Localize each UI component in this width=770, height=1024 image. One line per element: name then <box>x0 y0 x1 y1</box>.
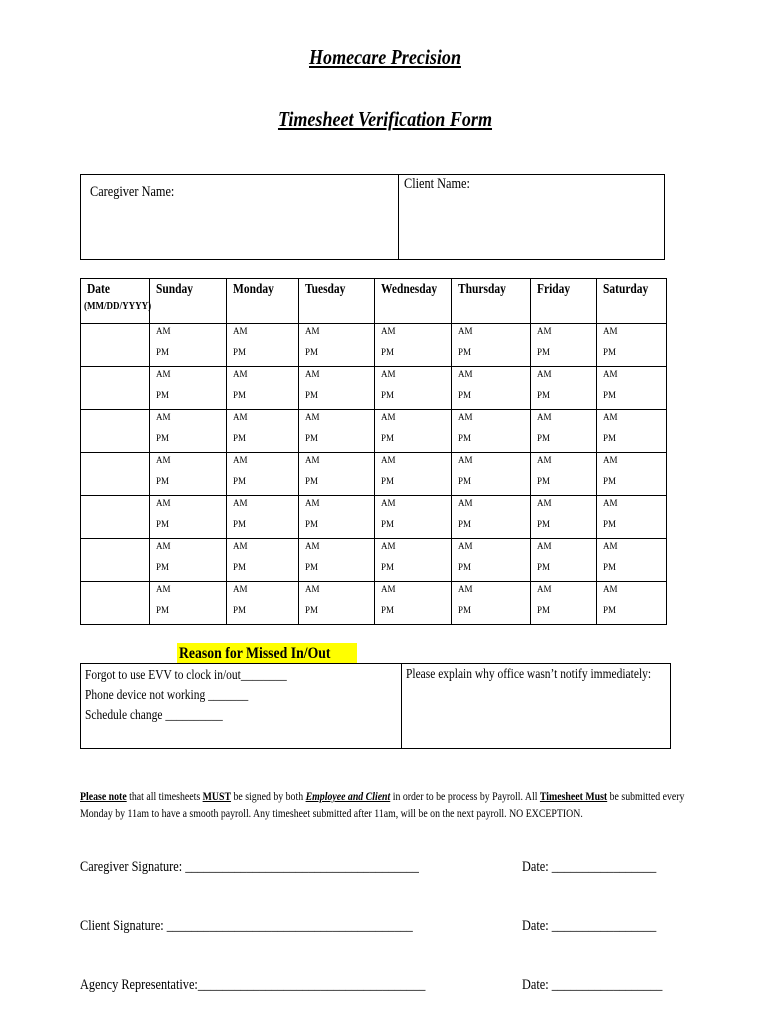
am-label: AM <box>156 584 171 594</box>
pm-label: PM <box>603 390 617 400</box>
pm-label: PM <box>381 390 395 400</box>
am-label: AM <box>156 455 171 465</box>
day-label: Saturday <box>603 282 649 297</box>
date-cell[interactable] <box>81 367 150 410</box>
note-text: be submitted every Monday by 11am to have a smooth payroll. Any timesheet submitted after 11am, will be on the next payroll. NO EXCEPTION. <box>80 791 685 820</box>
pm-label: PM <box>156 605 170 615</box>
pm-label: PM <box>381 433 395 443</box>
time-cell-saturday[interactable] <box>597 453 667 496</box>
day-header-friday <box>531 279 597 324</box>
pm-label: PM <box>233 519 247 529</box>
note-must: MUST <box>202 791 232 803</box>
pm-label: PM <box>381 347 395 357</box>
am-label: AM <box>305 326 320 336</box>
am-label: AM <box>381 326 396 336</box>
day-header-tuesday <box>299 279 375 324</box>
time-cell-thursday[interactable] <box>452 539 531 582</box>
reason-option-label: Schedule change __________ <box>85 708 223 723</box>
date-cell[interactable] <box>81 453 150 496</box>
pm-label: PM <box>156 347 170 357</box>
schedule-row <box>81 453 667 496</box>
day-label: Thursday <box>458 282 506 297</box>
am-label: AM <box>458 498 473 508</box>
pm-label: PM <box>381 519 395 529</box>
am-label: AM <box>156 498 171 508</box>
time-cell-saturday[interactable] <box>597 324 667 367</box>
am-label: AM <box>458 541 473 551</box>
date-cell[interactable] <box>81 539 150 582</box>
date-label: Date: _________________ <box>522 859 657 875</box>
am-label: AM <box>233 584 248 594</box>
time-cell-wednesday[interactable] <box>375 453 452 496</box>
am-label: AM <box>305 412 320 422</box>
caregiver-name-field[interactable] <box>90 184 193 201</box>
reason-title <box>177 643 357 664</box>
date-label: Date: _________________ <box>522 918 657 934</box>
pm-label: PM <box>305 476 319 486</box>
time-cell-tuesday[interactable] <box>299 453 375 496</box>
schedule-table <box>80 278 667 625</box>
time-cell-sunday[interactable] <box>150 582 227 625</box>
pm-label: PM <box>537 519 551 529</box>
time-cell-sunday[interactable] <box>150 453 227 496</box>
am-label: AM <box>233 369 248 379</box>
pm-label: PM <box>537 562 551 572</box>
pm-label: PM <box>537 476 551 486</box>
pm-label: PM <box>603 347 617 357</box>
note-text: in order to be process by Payroll. All <box>390 791 540 803</box>
day-label: Wednesday <box>381 282 438 297</box>
pm-label: PM <box>233 605 247 615</box>
note-text: that all timesheets <box>126 791 203 803</box>
schedule-row <box>81 367 667 410</box>
pm-label: PM <box>233 476 247 486</box>
am-label: AM <box>305 584 320 594</box>
reason-option-evv[interactable] <box>85 666 331 686</box>
am-label: AM <box>603 498 618 508</box>
note-lead: Please note <box>80 791 127 803</box>
note-text: be signed by both <box>231 791 306 803</box>
time-cell-wednesday[interactable] <box>375 410 452 453</box>
time-cell-thursday[interactable] <box>452 367 531 410</box>
name-box-divider <box>398 175 399 259</box>
am-label: AM <box>233 326 248 336</box>
am-label: AM <box>381 369 396 379</box>
time-cell-sunday[interactable] <box>150 539 227 582</box>
time-cell-tuesday[interactable] <box>299 539 375 582</box>
time-cell-friday[interactable] <box>531 582 597 625</box>
day-label: Friday <box>537 282 571 297</box>
client-name-field[interactable] <box>404 176 484 193</box>
time-cell-monday[interactable] <box>227 324 299 367</box>
am-label: AM <box>603 455 618 465</box>
pm-label: PM <box>233 562 247 572</box>
am-label: AM <box>603 369 618 379</box>
caregiver-signature-label: Caregiver Signature: ______________________________________ <box>80 859 419 875</box>
day-header-thursday <box>452 279 531 324</box>
pm-label: PM <box>381 476 395 486</box>
pm-label: PM <box>603 605 617 615</box>
time-cell-friday[interactable] <box>531 324 597 367</box>
am-label: AM <box>381 584 396 594</box>
pm-label: PM <box>537 605 551 615</box>
time-cell-thursday[interactable] <box>452 410 531 453</box>
pm-label: PM <box>305 562 319 572</box>
schedule-header-row <box>81 279 667 324</box>
pm-label: PM <box>537 347 551 357</box>
pm-label: PM <box>233 390 247 400</box>
reason-option-schedule[interactable] <box>85 706 331 726</box>
time-cell-monday[interactable] <box>227 582 299 625</box>
schedule-row <box>81 539 667 582</box>
time-cell-thursday[interactable] <box>452 582 531 625</box>
pm-label: PM <box>603 562 617 572</box>
note-timesheet-must: Timesheet Must <box>539 791 608 803</box>
agency-signature-line[interactable] <box>80 977 501 994</box>
time-cell-monday[interactable] <box>227 367 299 410</box>
schedule-row <box>81 582 667 625</box>
reason-option-label: Forgot to use EVV to clock in/out________ <box>85 668 287 683</box>
schedule-row <box>81 496 667 539</box>
time-cell-monday[interactable] <box>227 410 299 453</box>
pm-label: PM <box>305 433 319 443</box>
agency-date-line[interactable] <box>522 977 693 994</box>
time-cell-tuesday[interactable] <box>299 324 375 367</box>
am-label: AM <box>305 455 320 465</box>
pm-label: PM <box>603 433 617 443</box>
client-name-label: Client Name: <box>404 176 470 192</box>
day-label: Sunday <box>156 282 194 297</box>
am-label: AM <box>233 455 248 465</box>
caregiver-name-label: Caregiver Name: <box>90 184 175 200</box>
pm-label: PM <box>458 476 472 486</box>
am-label: AM <box>603 584 618 594</box>
date-cell[interactable] <box>81 324 150 367</box>
date-header-label: Date <box>87 282 110 297</box>
am-label: AM <box>305 498 320 508</box>
time-cell-friday[interactable] <box>531 367 597 410</box>
day-header-monday <box>227 279 299 324</box>
am-label: AM <box>537 326 552 336</box>
pm-label: PM <box>458 519 472 529</box>
time-cell-wednesday[interactable] <box>375 496 452 539</box>
pm-label: PM <box>458 433 472 443</box>
am-label: AM <box>458 326 473 336</box>
time-cell-wednesday[interactable] <box>375 367 452 410</box>
date-cell[interactable] <box>81 496 150 539</box>
reason-box-divider <box>401 664 402 748</box>
pm-label: PM <box>381 562 395 572</box>
pm-label: PM <box>603 476 617 486</box>
am-label: AM <box>305 541 320 551</box>
date-header <box>81 279 150 324</box>
am-label: AM <box>537 455 552 465</box>
am-label: AM <box>458 584 473 594</box>
day-label: Monday <box>233 282 274 297</box>
company-title: Homecare Precision <box>309 45 461 69</box>
am-label: AM <box>381 498 396 508</box>
am-label: AM <box>603 541 618 551</box>
reason-title-text: Reason for Missed In/Out <box>179 645 331 662</box>
time-cell-saturday[interactable] <box>597 539 667 582</box>
am-label: AM <box>458 455 473 465</box>
caregiver-date-line[interactable] <box>522 859 686 876</box>
am-label: AM <box>156 541 171 551</box>
pm-label: PM <box>305 347 319 357</box>
time-cell-saturday[interactable] <box>597 410 667 453</box>
time-cell-sunday[interactable] <box>150 496 227 539</box>
time-cell-monday[interactable] <box>227 539 299 582</box>
am-label: AM <box>458 412 473 422</box>
time-cell-tuesday[interactable] <box>299 367 375 410</box>
am-label: AM <box>233 412 248 422</box>
schedule-row <box>81 410 667 453</box>
pm-label: PM <box>381 605 395 615</box>
time-cell-saturday[interactable] <box>597 582 667 625</box>
time-cell-wednesday[interactable] <box>375 582 452 625</box>
am-label: AM <box>537 498 552 508</box>
am-label: AM <box>537 369 552 379</box>
time-cell-friday[interactable] <box>531 496 597 539</box>
am-label: AM <box>537 541 552 551</box>
day-header-wednesday <box>375 279 452 324</box>
am-label: AM <box>458 369 473 379</box>
am-label: AM <box>537 412 552 422</box>
am-label: AM <box>603 412 618 422</box>
time-cell-sunday[interactable] <box>150 410 227 453</box>
client-signature-line[interactable] <box>80 918 486 935</box>
time-cell-tuesday[interactable] <box>299 582 375 625</box>
pm-label: PM <box>305 605 319 615</box>
am-label: AM <box>603 326 618 336</box>
day-header-saturday <box>597 279 667 324</box>
time-cell-thursday[interactable] <box>452 453 531 496</box>
schedule-row <box>81 324 667 367</box>
time-cell-monday[interactable] <box>227 496 299 539</box>
date-format-label: (MM/DD/YYYY) <box>84 300 152 312</box>
reason-option-label: Phone device not working _______ <box>85 688 249 703</box>
am-label: AM <box>233 498 248 508</box>
date-cell[interactable] <box>81 582 150 625</box>
agency-signature-label: Agency Representative:_____________________________________ <box>80 977 426 993</box>
reason-option-phone[interactable] <box>85 686 331 706</box>
pm-label: PM <box>458 562 472 572</box>
pm-label: PM <box>458 605 472 615</box>
day-label: Tuesday <box>305 282 346 297</box>
time-cell-thursday[interactable] <box>452 496 531 539</box>
time-cell-thursday[interactable] <box>452 324 531 367</box>
am-label: AM <box>156 412 171 422</box>
time-cell-saturday[interactable] <box>597 496 667 539</box>
pm-label: PM <box>537 433 551 443</box>
time-cell-wednesday[interactable] <box>375 324 452 367</box>
pm-label: PM <box>233 347 247 357</box>
pm-label: PM <box>603 519 617 529</box>
pm-label: PM <box>305 390 319 400</box>
time-cell-sunday[interactable] <box>150 367 227 410</box>
am-label: AM <box>381 455 396 465</box>
pm-label: PM <box>156 519 170 529</box>
time-cell-friday[interactable] <box>531 410 597 453</box>
date-cell[interactable] <box>81 410 150 453</box>
am-label: AM <box>537 584 552 594</box>
note-employee-client: Employee and Client <box>305 791 391 803</box>
explain-label: Please explain why office wasn’t notify immediately: <box>406 667 652 682</box>
time-cell-monday[interactable] <box>227 453 299 496</box>
caregiver-signature-line[interactable] <box>80 859 493 876</box>
pm-label: PM <box>156 433 170 443</box>
name-box <box>80 174 665 260</box>
pm-label: PM <box>156 390 170 400</box>
am-label: AM <box>233 541 248 551</box>
reason-box <box>80 663 671 749</box>
time-cell-sunday[interactable] <box>150 324 227 367</box>
pm-label: PM <box>537 390 551 400</box>
time-cell-friday[interactable] <box>531 539 597 582</box>
time-cell-saturday[interactable] <box>597 367 667 410</box>
pm-label: PM <box>305 519 319 529</box>
day-header-sunday <box>150 279 227 324</box>
payroll-note <box>80 789 696 823</box>
pm-label: PM <box>233 433 247 443</box>
time-cell-tuesday[interactable] <box>299 496 375 539</box>
time-cell-tuesday[interactable] <box>299 410 375 453</box>
am-label: AM <box>381 412 396 422</box>
pm-label: PM <box>156 562 170 572</box>
explain-field[interactable] <box>406 667 705 683</box>
client-signature-label: Client Signature: ________________________________________ <box>80 918 413 934</box>
pm-label: PM <box>156 476 170 486</box>
am-label: AM <box>381 541 396 551</box>
time-cell-wednesday[interactable] <box>375 539 452 582</box>
time-cell-friday[interactable] <box>531 453 597 496</box>
am-label: AM <box>305 369 320 379</box>
am-label: AM <box>156 369 171 379</box>
date-label: Date: __________________ <box>522 977 663 993</box>
form-title: Timesheet Verification Form <box>277 107 493 131</box>
client-date-line[interactable] <box>522 918 686 935</box>
pm-label: PM <box>458 347 472 357</box>
am-label: AM <box>156 326 171 336</box>
pm-label: PM <box>458 390 472 400</box>
